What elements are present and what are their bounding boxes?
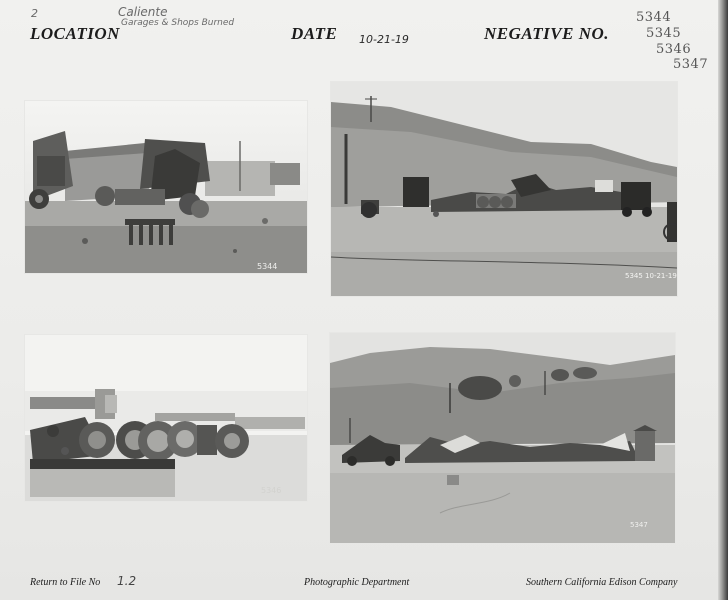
company-label: Southern California Edison Company: [526, 577, 678, 588]
photo-hillside-wreckage: [331, 82, 677, 296]
location-value-line-1: Caliente: [118, 5, 168, 19]
photo-4-caption: 5347: [630, 521, 648, 529]
date-label: DATE: [291, 24, 338, 43]
negative-number-2: 5345: [646, 26, 682, 41]
photo-2-caption: 5345 10-21-19: [625, 272, 677, 280]
return-to-file-label: Return to File No: [30, 577, 101, 588]
negative-number-4: 5347: [673, 57, 709, 72]
photo-burned-garage-trucks: [25, 101, 307, 273]
file-number: 1.2: [117, 574, 137, 588]
photo-burned-wheels: [25, 335, 307, 501]
location-value-line-2: Garages & Shops Burned: [121, 18, 235, 28]
negative-number-1: 5344: [636, 10, 672, 25]
location-label: LOCATION: [30, 24, 120, 43]
negative-number-3: 5346: [656, 42, 692, 57]
location-mark: 2: [31, 7, 38, 20]
scan-edge: [718, 0, 728, 600]
negative-number-label: NEGATIVE NO.: [484, 24, 610, 43]
department-label: Photographic Department: [304, 577, 410, 588]
photo-1-caption: 5344: [257, 262, 278, 271]
photo-3-caption: 5346: [261, 486, 282, 495]
date-value: 10-21-19: [359, 33, 409, 46]
photo-debris-line-hills: [330, 333, 675, 543]
